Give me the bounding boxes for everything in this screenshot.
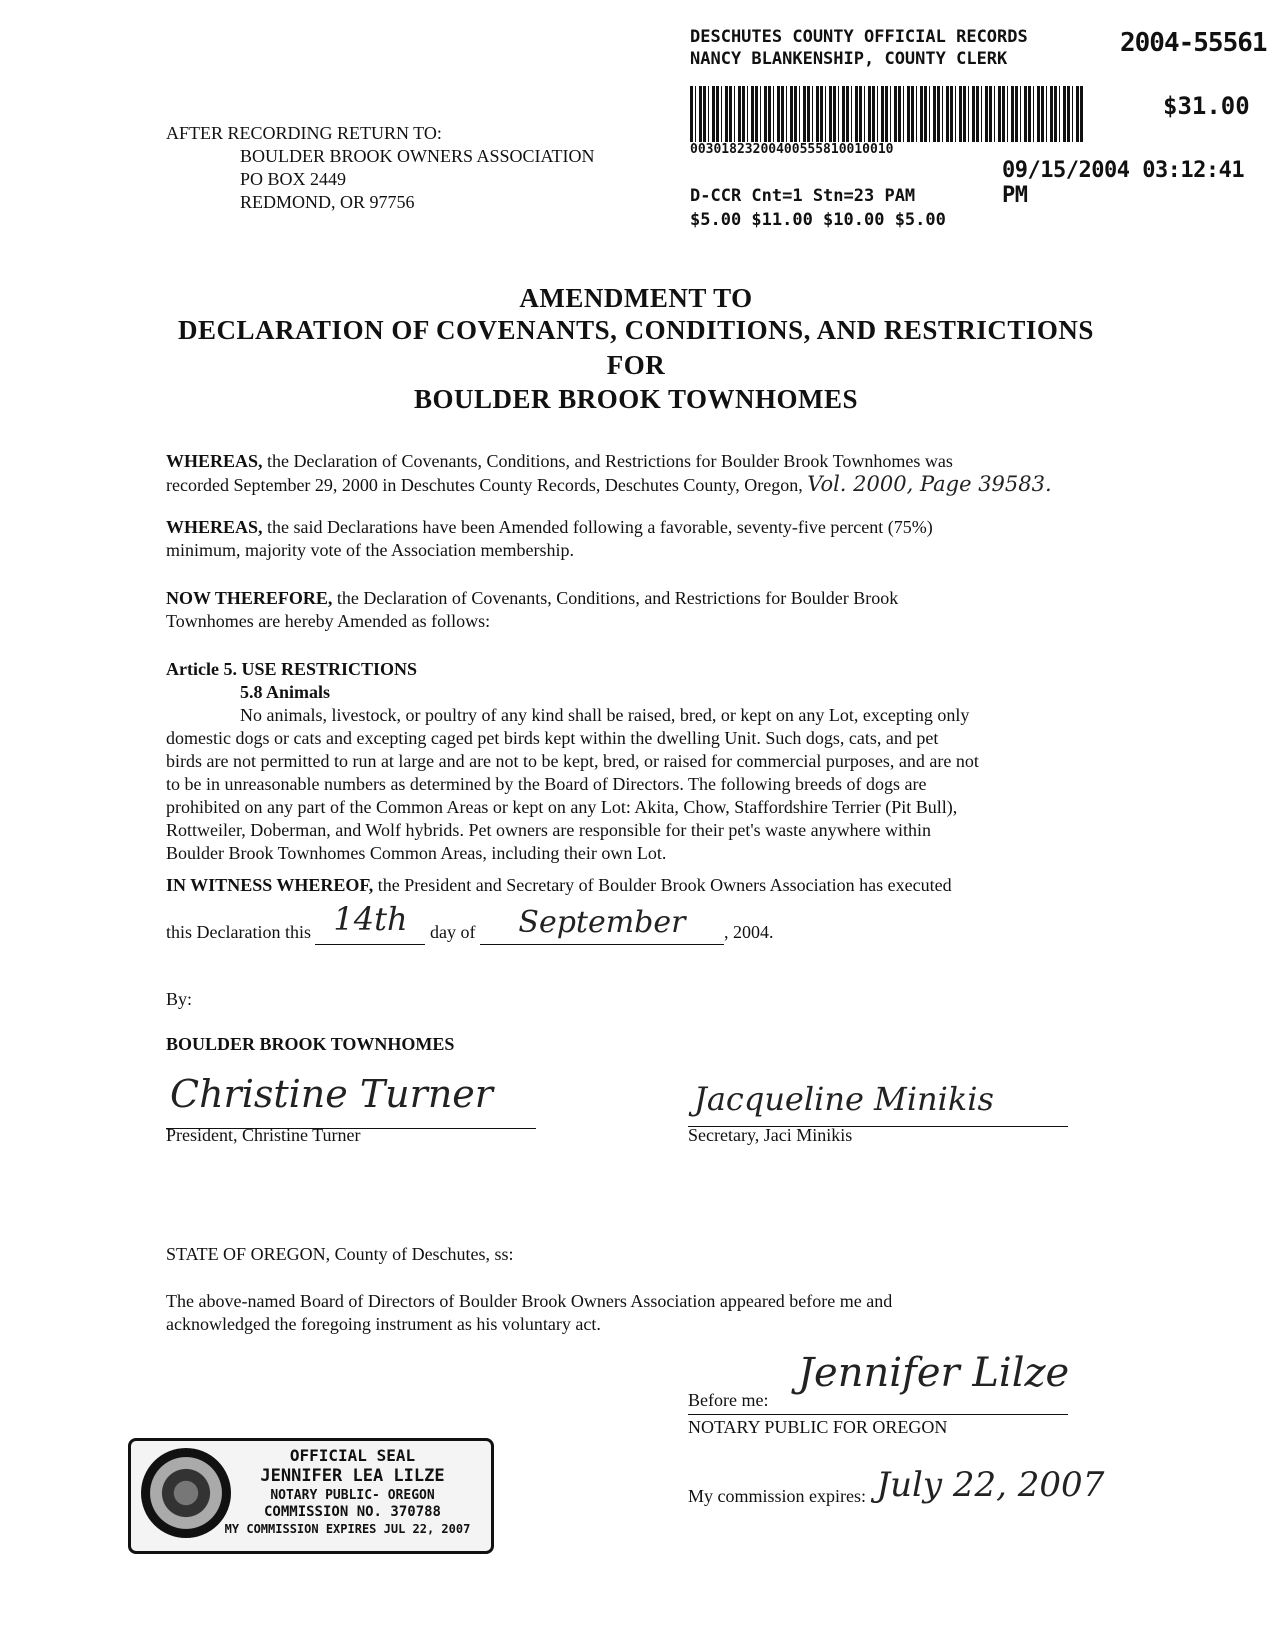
title-line2: DECLARATION OF COVENANTS, CONDITIONS, AND RESTRICTIONS (178, 315, 1094, 345)
barcode (690, 86, 1084, 142)
now-therefore-paragraph (166, 587, 1186, 633)
title-line3: FOR (606, 350, 666, 380)
seal-line2: JENNIFER LEA LILZE (260, 1466, 445, 1486)
witness-paragraph (166, 874, 1196, 897)
return-label: AFTER RECORDING RETURN TO: (166, 123, 442, 143)
title-line1: AMENDMENT TO (519, 283, 753, 313)
whereas-2-line1: the said Declarations have been Amended following a favorable, seventy-five percent (75%) (262, 517, 933, 537)
president-signature: Christine Turner (170, 1072, 493, 1116)
return-address (166, 122, 595, 214)
article-line: No animals, livestock, or poultry of any kind shall be raised, bred, or kept on any Lot, excepting only (240, 705, 970, 725)
acknowledgment-line1: The above-named Board of Directors of Boulder Brook Owners Association appeared before me and (166, 1291, 893, 1311)
date-prefix: this Declaration this (166, 922, 311, 942)
before-me-label: Before me: (688, 1390, 769, 1410)
article-line: domestic dogs or cats and excepting caged pet birds kept within the dwelling Unit. Such dogs, cats, and pet (166, 728, 939, 748)
day-blank (315, 900, 425, 945)
president-label: President, Christine Turner (166, 1125, 361, 1145)
month-blank (480, 905, 724, 945)
declaration-year: , 2004. (723, 922, 774, 942)
commission-expires-line (688, 1465, 1105, 1508)
record-datetime: 09/15/2004 03:12:41 PM (1002, 158, 1245, 208)
article-subheading: 5.8 Animals (240, 682, 331, 702)
recording-codes (690, 184, 946, 232)
article-section (166, 658, 1196, 865)
organization-name: BOULDER BROOK TOWNHOMES (166, 1034, 455, 1054)
article-line: Boulder Brook Townhomes Common Areas, including their own Lot. (166, 843, 667, 863)
article-line: to be in unreasonable numbers as determined by the Board of Directors. The following breeds of dogs are (166, 774, 927, 794)
secretary-label: Secretary, Jaci Minikis (688, 1125, 853, 1145)
seal-line1: OFFICIAL SEAL (289, 1446, 416, 1465)
whereas-paragraph-2 (166, 516, 1186, 562)
now-therefore-line1: the Declaration of Covenants, Conditions, and Restrictions for Boulder Brook (332, 588, 899, 608)
whereas-lead-1: WHEREAS, (166, 451, 263, 471)
recording-office-line1: DESCHUTES COUNTY OFFICIAL RECORDS (690, 27, 1028, 47)
article-heading: Article 5. USE RESTRICTIONS (166, 659, 418, 679)
recording-codes-line: D-CCR Cnt=1 Stn=23 PAM (690, 186, 916, 206)
president-signature-line (166, 1066, 536, 1129)
recording-fees-line: $5.00 $11.00 $10.00 $5.00 (690, 210, 946, 230)
whereas-1-line2: recorded September 29, 2000 in Deschutes County Records, Deschutes County, Oregon, (166, 475, 803, 495)
now-therefore-line2: Townhomes are hereby Amended as follows: (166, 611, 491, 631)
handwritten-day: 14th (333, 900, 408, 938)
recording-office (690, 26, 1028, 70)
by-label: By: (166, 989, 193, 1009)
secretary-signature: Jacqueline Minikis (694, 1080, 994, 1118)
return-line2: PO BOX 2449 (240, 169, 347, 189)
recording-office-line2: NANCY BLANKENSHIP, COUNTY CLERK (690, 49, 1008, 69)
secretary-signature-line (688, 1070, 1068, 1127)
return-line1: BOULDER BROOK OWNERS ASSOCIATION (240, 146, 595, 166)
declaration-date-line (166, 900, 1196, 945)
whereas-lead-2: WHEREAS, (166, 517, 263, 537)
witness-lead: IN WITNESS WHEREOF, (166, 875, 374, 895)
state-county-line: STATE OF OREGON, County of Deschutes, ss: (166, 1244, 514, 1264)
notary-signature-line (688, 1350, 1068, 1415)
seal-line5: MY COMMISSION EXPIRES JUL 22, 2007 (224, 1522, 471, 1536)
seal-line3: NOTARY PUBLIC- OREGON (270, 1488, 435, 1503)
commission-expires-label: My commission expires: (688, 1486, 866, 1506)
handwritten-expiration: July 22, 2007 (876, 1465, 1105, 1505)
handwritten-month: September (518, 905, 686, 940)
fee-total: $31.00 (1163, 92, 1250, 120)
document-number: 2004-55561 (1120, 28, 1267, 58)
day-of-label: day of (429, 922, 476, 942)
article-line: birds are not permitted to run at large and are not to be kept, bred, or raised for commercial purposes, and are not (166, 751, 979, 771)
barcode-number: 00301823200400555810010010 (690, 142, 894, 157)
notary-title: NOTARY PUBLIC FOR OREGON (688, 1417, 948, 1437)
seal-line4: COMMISSION NO. 370788 (263, 1504, 441, 1520)
acknowledgment-paragraph (166, 1290, 1196, 1336)
acknowledgment-line2: acknowledged the foregoing instrument as his voluntary act. (166, 1314, 601, 1334)
witness-line1: the President and Secretary of Boulder Brook Owners Association has executed (373, 875, 952, 895)
barcode-bars (690, 86, 1084, 142)
handwritten-volume-page: Vol. 2000, Page 39583. (807, 472, 1052, 496)
whereas-1-line1: the Declaration of Covenants, Conditions, and Restrictions for Boulder Brook Townhomes was (262, 451, 953, 471)
article-line: prohibited on any part of the Common Areas or kept on any Lot: Akita, Chow, Staffordshire Terrier (Pit Bull), (166, 797, 958, 817)
whereas-paragraph-1 (166, 450, 1186, 497)
notary-signature: Jennifer Lilze (798, 1350, 1070, 1396)
return-line3: REDMOND, OR 97756 (240, 192, 415, 212)
now-therefore-lead: NOW THEREFORE, (166, 588, 333, 608)
whereas-2-line2: minimum, majority vote of the Association membership. (166, 540, 574, 560)
article-line: Rottweiler, Doberman, and Wolf hybrids. Pet owners are responsible for their pet's waste anywhere within (166, 820, 932, 840)
title-line4: BOULDER BROOK TOWNHOMES (413, 384, 859, 414)
